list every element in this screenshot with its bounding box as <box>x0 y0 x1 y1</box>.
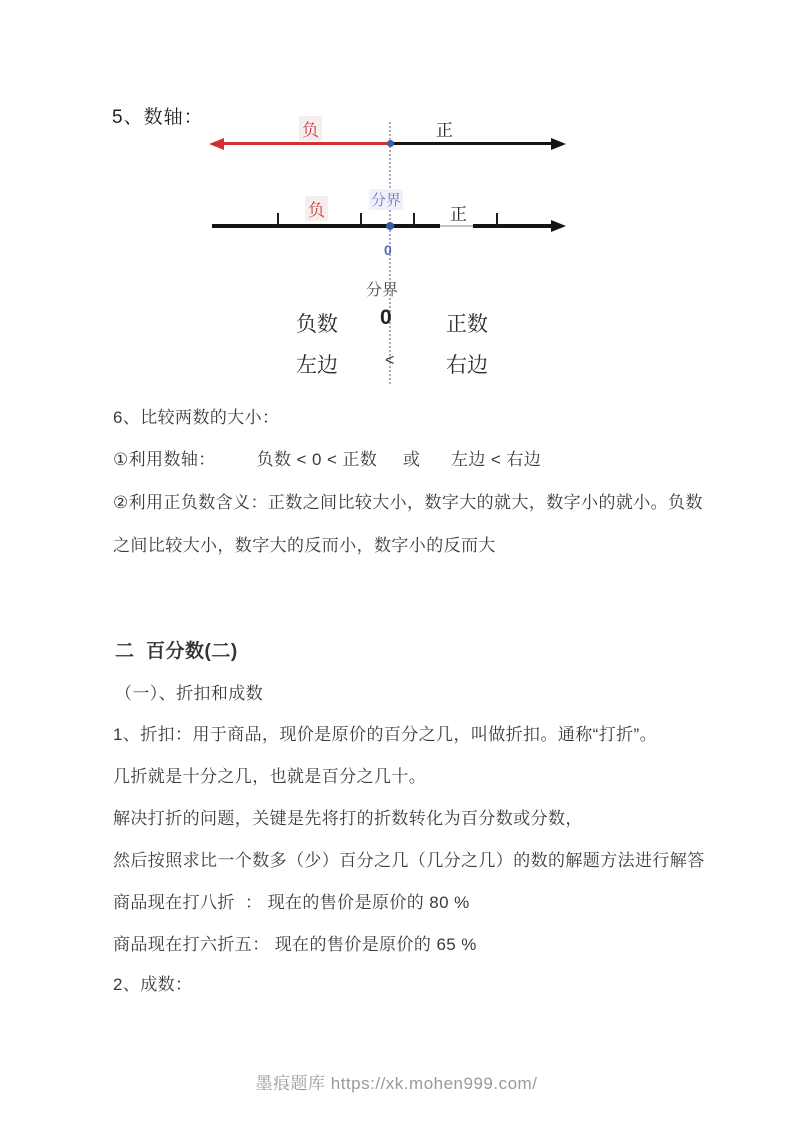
legend-zero: 0 <box>380 306 392 329</box>
number-line-diagram <box>0 0 793 400</box>
axis2-tick <box>277 213 279 226</box>
axis2-tick <box>360 213 362 226</box>
section6-line-axis-rule: ①利用数轴： 负数 < 0 < 正数 或 左边 < 右边 <box>113 450 542 469</box>
discount-example-80: 商品现在打八折 ： 现在的售价是原价的 80 % <box>113 893 470 912</box>
legend-boundary-label: 分界 <box>366 282 399 299</box>
section5-title: 5、数轴： <box>112 107 204 128</box>
legend-left-side: 左边 <box>296 354 338 377</box>
legend-right-side: 右边 <box>446 354 488 377</box>
discount-solving-key: 解决打折的问题，关键是先将打的折数转化为百分数或分数， <box>113 809 583 828</box>
axis1-positive-label: 正 <box>436 121 453 140</box>
axis2-tick <box>496 213 498 226</box>
axis2-segment-left <box>212 224 440 228</box>
axis2-segment-faded <box>440 225 473 227</box>
axis2-negative-label: 负 <box>305 196 328 221</box>
legend-negative-numbers: 负数 <box>296 313 338 336</box>
legend-less-than-sign: < <box>385 352 395 369</box>
axis2-right-arrow-icon <box>551 220 566 232</box>
section6-line-meaning-rule: ②利用正负数含义：正数之间比较大小，数字大的就大，数字小的就小。负数 <box>113 493 703 512</box>
footer-site-name: 墨痕题库 <box>255 1074 326 1093</box>
axis1-right-arrow-icon <box>551 138 566 150</box>
discount-solving-method: 然后按照求比一个数多（少）百分之几（几分之几）的数的解题方法进行解答 <box>113 851 705 870</box>
axis1-positive-segment <box>390 142 552 145</box>
percent-section-heading: 二 百分数(二) <box>115 641 238 662</box>
axis2-tick <box>413 213 415 226</box>
axis1-negative-label: 负 <box>299 116 322 141</box>
discount-definition: 1、折扣：用于商品，现价是原价的百分之几，叫做折扣。通称“打折”。 <box>113 725 657 744</box>
legend-positive-numbers: 正数 <box>446 313 488 336</box>
page-footer <box>0 1069 793 1094</box>
axis2-boundary-label: 分界 <box>369 189 403 210</box>
axis2-segment-right <box>473 224 552 228</box>
section6-title: 6、比较两数的大小： <box>113 408 280 427</box>
axis1-negative-segment <box>221 142 390 145</box>
discount-meaning: 几折就是十分之几，也就是百分之几十。 <box>113 767 427 786</box>
axis1-origin-dot <box>387 140 394 147</box>
percent-subheading: （一）、折扣和成数 <box>115 684 264 703</box>
axis2-zero-label: 0 <box>384 242 392 258</box>
section6-line-meaning-rule-cont: 之间比较大小，数字大的反而小，数字小的反而大 <box>113 536 496 555</box>
chengshu-heading: 2、成数： <box>113 975 193 994</box>
footer-site-url[interactable]: https://xk.mohen999.com/ <box>330 1074 538 1093</box>
discount-example-65: 商品现在打六折五： 现在的售价是原价的 65 % <box>113 935 477 954</box>
axis2-origin-dot <box>386 222 394 230</box>
axis2-positive-label: 正 <box>450 205 467 224</box>
